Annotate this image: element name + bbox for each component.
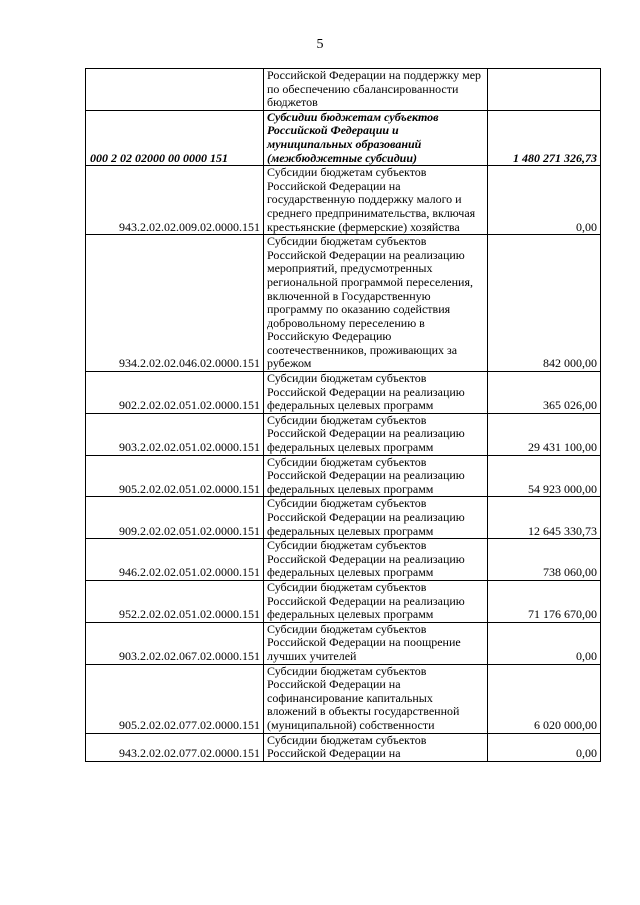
row-name: Субсидии бюджетам субъектов Российской Федерации на софинансирование капитальных вложений в объекты государственной (муниципальной) собственности	[264, 664, 488, 733]
row-amount: 54 923 000,00	[488, 455, 601, 497]
row-name: Субсидии бюджетам субъектов Российской Федерации на реализацию федеральных целевых программ	[264, 413, 488, 455]
row-amount: 29 431 100,00	[488, 413, 601, 455]
row-name: Субсидии бюджетам субъектов Российской Федерации на реализацию федеральных целевых программ	[264, 372, 488, 414]
row-amount	[488, 69, 601, 111]
page-number: 5	[316, 37, 324, 52]
row-amount: 738 060,00	[488, 539, 601, 581]
row-code: 946.2.02.02.051.02.0000.151	[86, 539, 264, 581]
row-amount: 0,00	[488, 733, 601, 761]
table-row	[86, 733, 601, 761]
row-code: 903.2.02.02.067.02.0000.151	[86, 622, 264, 664]
table-row	[86, 69, 601, 111]
row-amount: 365 026,00	[488, 372, 601, 414]
row-code	[86, 69, 264, 111]
table-row	[86, 413, 601, 455]
table-row	[86, 455, 601, 497]
table-row	[86, 497, 601, 539]
row-code: 903.2.02.02.051.02.0000.151	[86, 413, 264, 455]
row-name: Субсидии бюджетам субъектов Российской Федерации на реализацию федеральных целевых программ	[264, 455, 488, 497]
table-row	[86, 372, 601, 414]
row-amount: 71 176 670,00	[488, 580, 601, 622]
row-amount: 6 020 000,00	[488, 664, 601, 733]
row-code: 905.2.02.02.077.02.0000.151	[86, 664, 264, 733]
row-name: Субсидии бюджетам субъектов Российской Федерации на реализацию федеральных целевых программ	[264, 539, 488, 581]
row-name: Субсидии бюджетам субъектов Российской Федерации на	[264, 733, 488, 761]
row-name: Субсидии бюджетам субъектов Российской Федерации на реализацию федеральных целевых программ	[264, 497, 488, 539]
row-name: Субсидии бюджетам субъектов Российской Федерации на государственную поддержку малого и среднего предпринимательства, включая крестьянские (фермерские) хозяйства	[264, 166, 488, 235]
row-amount: 0,00	[488, 622, 601, 664]
row-amount: 12 645 330,73	[488, 497, 601, 539]
row-code: 000 2 02 02000 00 0000 151	[86, 110, 264, 165]
row-name: Субсидии бюджетам субъектов Российской Федерации и муниципальных образований (межбюджетные субсидии)	[264, 110, 488, 165]
table-row	[86, 580, 601, 622]
table-row	[86, 235, 601, 372]
row-code: 909.2.02.02.051.02.0000.151	[86, 497, 264, 539]
budget-table	[85, 68, 601, 762]
row-code: 905.2.02.02.051.02.0000.151	[86, 455, 264, 497]
table-row	[86, 539, 601, 581]
row-code: 943.2.02.02.077.02.0000.151	[86, 733, 264, 761]
row-name: Субсидии бюджетам субъектов Российской Федерации на реализацию мероприятий, предусмотренных региональной программой переселения, включенной в Государственную программу по оказанию содействия добровольному переселению в Российскую Федерацию соотечественников, проживающих за рубежом	[264, 235, 488, 372]
row-name: Субсидии бюджетам субъектов Российской Федерации на реализацию федеральных целевых программ	[264, 580, 488, 622]
row-code: 902.2.02.02.051.02.0000.151	[86, 372, 264, 414]
row-amount: 0,00	[488, 166, 601, 235]
row-code: 934.2.02.02.046.02.0000.151	[86, 235, 264, 372]
table-row	[86, 664, 601, 733]
row-name: Субсидии бюджетам субъектов Российской Федерации на поощрение лучших учителей	[264, 622, 488, 664]
row-name: Российской Федерации на поддержку мер по обеспечению сбалансированности бюджетов	[264, 69, 488, 111]
row-code: 943.2.02.02.009.02.0000.151	[86, 166, 264, 235]
row-code: 952.2.02.02.051.02.0000.151	[86, 580, 264, 622]
table-row	[86, 622, 601, 664]
row-amount: 1 480 271 326,73	[488, 110, 601, 165]
row-amount: 842 000,00	[488, 235, 601, 372]
table-row-total	[86, 110, 601, 165]
table-row	[86, 166, 601, 235]
